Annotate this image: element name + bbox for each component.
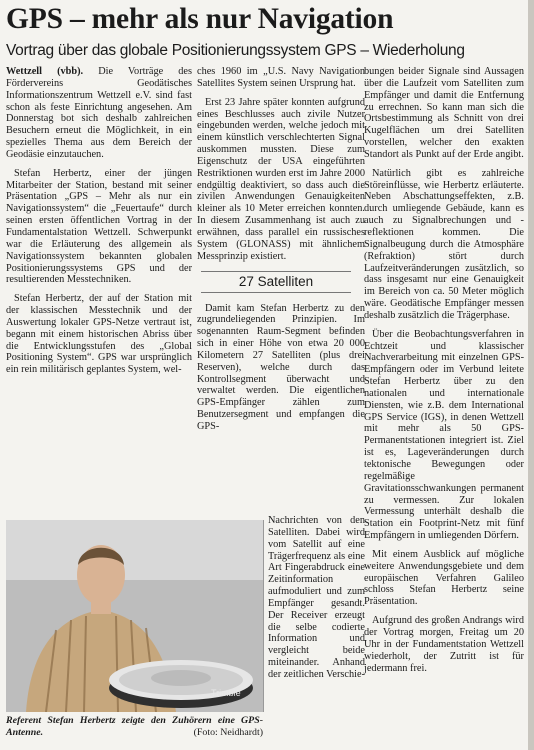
paragraph: Natürlich gibt es zahlreiche Störeinflüsse, wie Herbertz erläuterte. Neben Abschattungseffekten, z.B. durch umliegende Gebäude, kann es auch zu Signalbrechungen und -reflektionen kommen. Die Signalbeugung durch die Atmosphäre (Refraktion) stört durch Laufzeitveränderungen zusätzlich, so dass insgesamt nur eine Genauigkeit im Bereich von ca. 50 Meter möglich wäre. Geodätische Empfänger messen deshalb zusätzlich die Trägerphase. bbox=[364, 167, 524, 321]
photo-caption bbox=[6, 715, 263, 739]
paragraph: Über die Beobachtungsverfahren in Echtzeit und klassischer Nachverarbeitung mit einzelnen GPS-Empfängern oder im Verbund leitete Stefan Herbertz über zu den nationalen und internationale Diensten, wie z.B. dem International GPS Service (IGS), in denen Wettzell mit mehr als 50 GPS-Permanentstationen integriert ist. Ziel ist es, Lageveränderungen durch tektonische Bewegungen oder regelmäßige Gravitationsschwankungen permanent zu vermessen. Zur lokalen Vermessung unterhält deshalb die Station ein Footprint-Netz mit fünf Empfängern in umliegenden Dörfern. bbox=[364, 328, 524, 542]
photo-illustration bbox=[6, 520, 263, 712]
column-3 bbox=[364, 66, 524, 681]
column-1 bbox=[6, 66, 192, 383]
paragraph: bungen beider Signale sind Aussagen über die Laufzeit vom Satelliten zum Empfänger und damit die Entfernung zu errechnen. So kann man sich die Ortsbestimmung als Schnitt von drei Kugelflächen um drei Satelliten vorstellen, welcher den exakten Standort als Punkt auf der Erde angibt. bbox=[364, 66, 524, 160]
column-2 bbox=[197, 66, 365, 440]
dateline: Wettzell (vbb). bbox=[6, 66, 84, 77]
paragraph: ches 1960 im „U.S. Navy Navigation Satellites System seinen Ursprung hat. bbox=[197, 66, 365, 89]
paragraph: Stefan Herbertz, einer der jüngen Mitarbeiter der Station, bestand mit seiner Präsentation „GPS – Mehr als nur ein Navigationssystem“ die „Feuertaufe“ durch seinen ersten öffentlichen Vortrag in der Fundamentalstation Wettzell. Schwerpunkt war die Erläuterung des allgemein als Navigationssystem bekannten globalen Positionierungssystems GPS und der resultierenden Messtechniken. bbox=[6, 167, 192, 286]
page-edge bbox=[528, 0, 534, 750]
paragraph: Mit einem Ausblick auf mögliche weitere Anwendungsgebiete und dem europäischen Verfahren Galileo schloss Stefan Herbertz seine Präsentation. bbox=[364, 548, 524, 608]
paragraph: Nachrichten von den Satelliten. Dabei wird vom Satellit auf eine Trägerfrequenz als eine Art Fingerabdruck eine Zeitinformation aufmoduliert und zum Empfänger gesandt. Der Receiver erzeugt die selbe codierte Information und vergleicht beide miteinander. Anhand der zeitlichen Verschie- bbox=[268, 515, 366, 680]
photo bbox=[6, 520, 264, 712]
paragraph: Damit kam Stefan Herbertz zu den zugrundeliegenden Prinzipien. Im sogenannten Raum-Segment befinden sich in einer Höhe von etwa 20 000 Kilometern 27 Satelliten (plus drei Reserven), welche durch das Kontrollsegment überwacht und verwaltet werden. Die eigentlichen GPS-Empfänger zählen zum Benutzersegment und empfangen die GPS- bbox=[197, 302, 365, 432]
antenna-label: Trimble bbox=[211, 688, 241, 698]
subheadline: Vortrag über das globale Positionierungssystem GPS – Wiederholung bbox=[6, 42, 465, 59]
headline: GPS – mehr als nur Navigation bbox=[6, 3, 394, 35]
caption-text: Referent Stefan Herbertz zeigte den Zuhörern eine GPS-Antenne. bbox=[6, 715, 263, 738]
paragraph bbox=[6, 66, 192, 161]
photo-wrap-text bbox=[268, 515, 365, 681]
paragraph-text: Die Vorträge des Fördervereins Geodätisches Informationszentrum Wettzell e.V. sind fast schon als feste Einrichtung angesehen. Am Donnerstag bot sich deshalb zahlreichen Besuchern erneut die Möglichkeit, in ein spezielles Thema aus dem Bereich der Geodäsie einzutauchen. bbox=[6, 66, 192, 160]
photo-credit: (Foto: Neidhardt) bbox=[193, 727, 263, 738]
section-heading: 27 Satelliten bbox=[201, 271, 351, 293]
paragraph: Erst 23 Jahre später konnten aufgrund eines Beschlusses auch zivile Nutzer eingebunden werden, welche jedoch mit einem künstlich verschlechterten Signal auskommen mussten. Diese zum Eigenschutz der USA eingeführten Restriktionen wurden erst im Jahre 2000 endgültig deaktiviert, so dass auch die zivilen Anwendungen Genauigkeiten kleiner als 10 Meter erreichen konnten. In diesem Zusammenhang ist auch zu erwähnen, dass parallel ein russisches System (GLONASS) mit ähnlichem Messprinzip existiert. bbox=[197, 96, 365, 262]
paragraph: Aufgrund des großen Andrangs wird der Vortrag morgen, Freitag um 20 Uhr in der Fundamentstation Wettzell wiederholt, der Zutritt ist für jedermann frei. bbox=[364, 615, 524, 674]
paragraph: Stefan Herbertz, der auf der Station mit der klassischen Messtechnik und der Auswertung lokaler GPS-Netze vertraut ist, begann mit einem historischen Abriss über die Entwicklungsstufen des „Global Positioning System“. GPS war ursprünglich ein rein militärisch geplantes System, wel- bbox=[6, 293, 192, 376]
